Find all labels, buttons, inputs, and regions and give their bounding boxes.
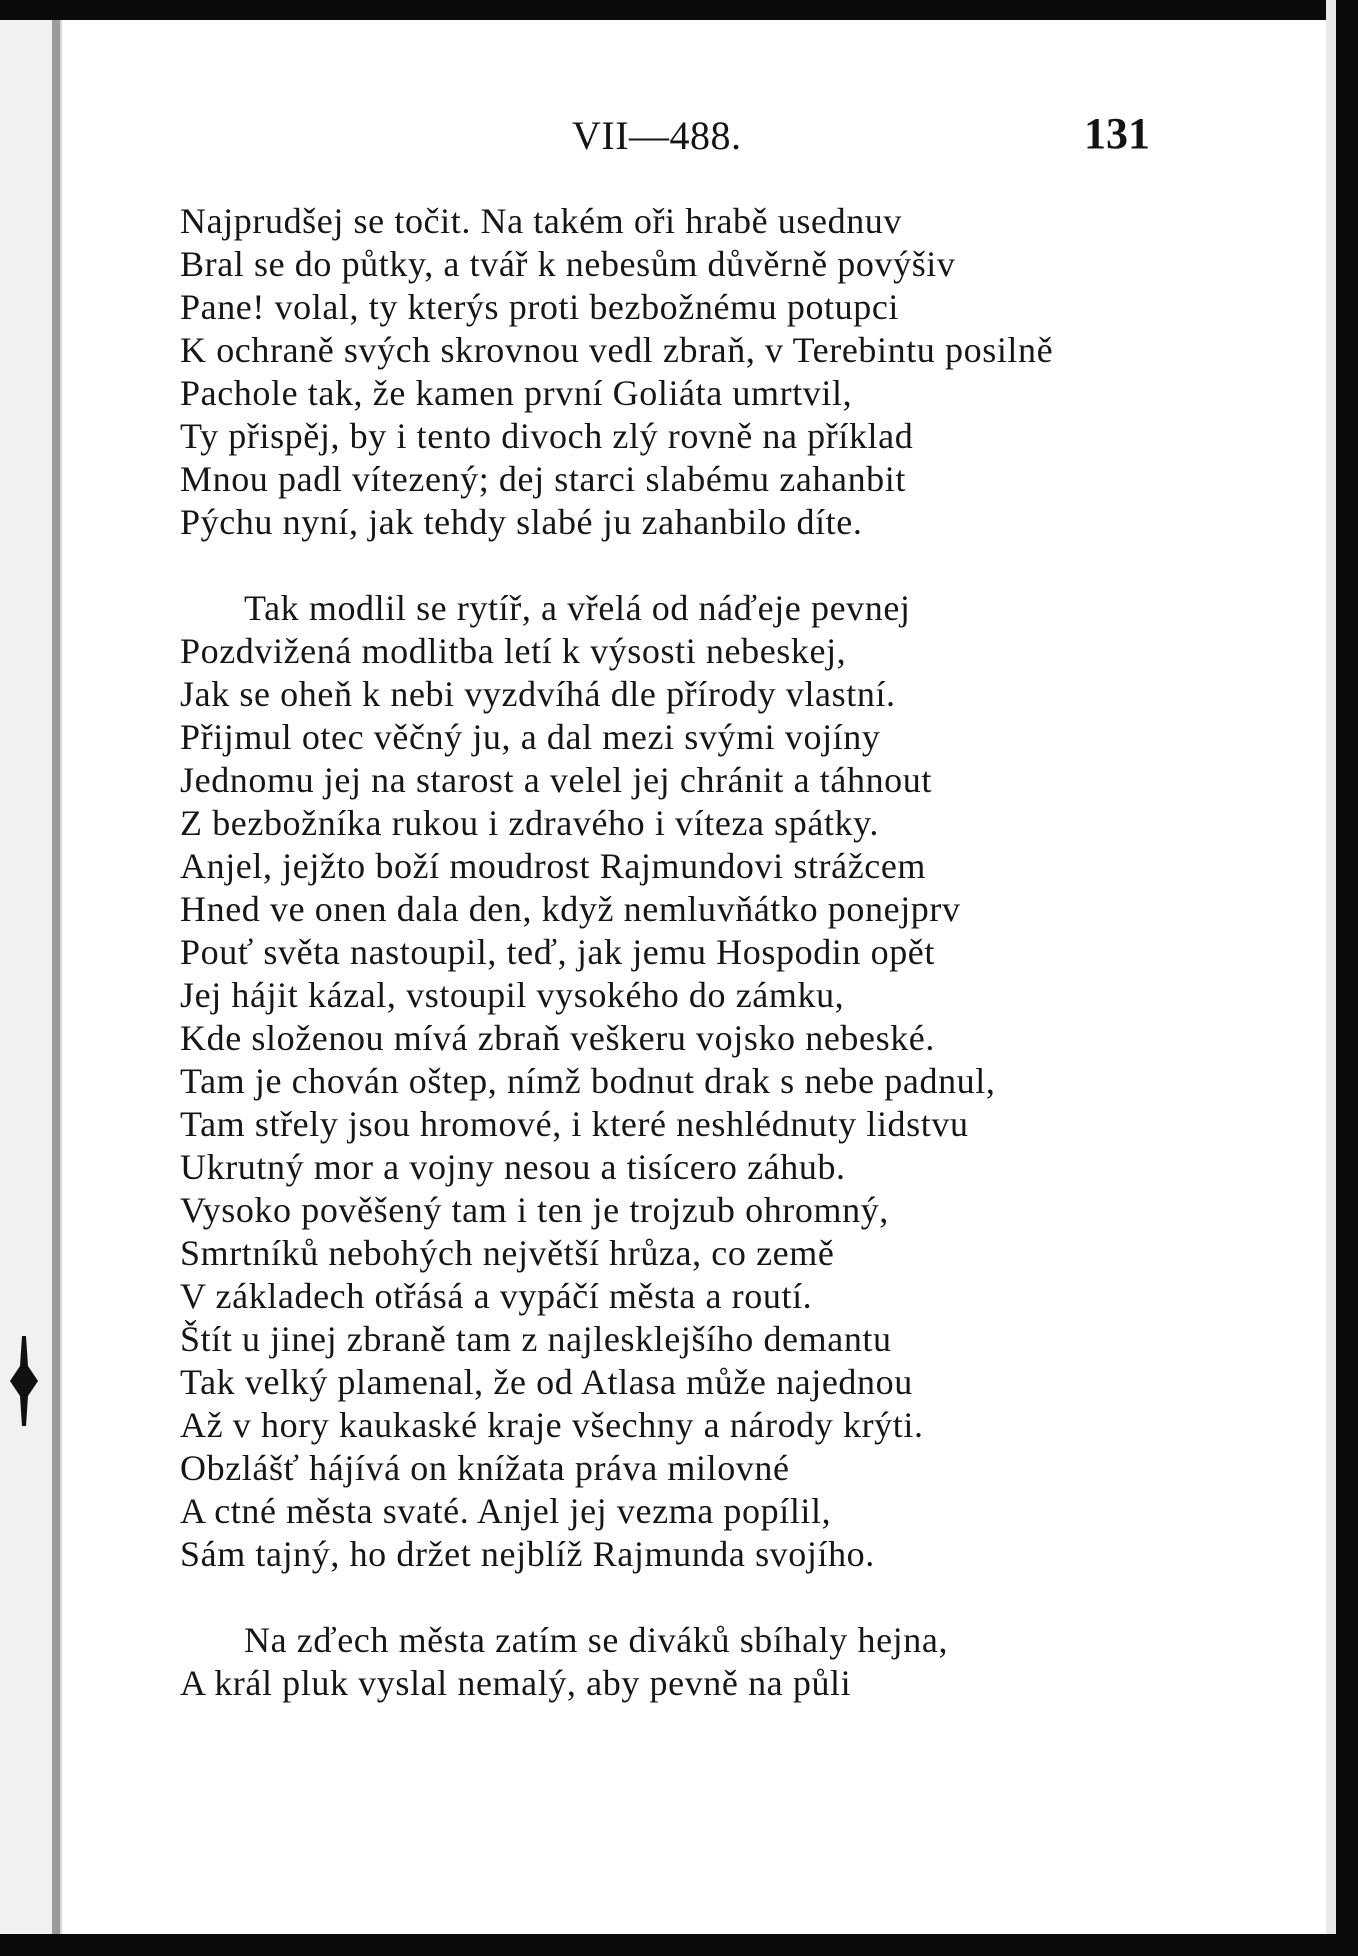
verse-line: Bral se do půtky, a tvář k nebesům důvěrně povýšiv xyxy=(180,244,956,284)
verse-line: Ukrutný mor a vojny nesou a tisícero záhub. xyxy=(180,1147,846,1187)
verse-line: Na zďech města zatím se diváků sbíhaly hejna, xyxy=(244,1620,949,1660)
verse-line: Najprudšej se točit. Na takém oři hrabě usednuv xyxy=(180,201,902,241)
scan-margin-right xyxy=(1326,0,1336,1956)
verse-line: Až v hory kaukaské kraje všechny a národy krýti. xyxy=(180,1405,924,1445)
verse-line: Tam střely jsou hromové, i které neshlédnuty lidstvu xyxy=(180,1104,969,1144)
verse-line: A král pluk vyslal nemalý, aby pevně na půli xyxy=(180,1663,852,1703)
verse-line: Jednomu jej na starost a velel jej chránit a táhnout xyxy=(180,760,932,800)
stanza xyxy=(180,200,1180,544)
stanza xyxy=(180,1619,1180,1705)
verse-line: Jej hájit kázal, vstoupil vysokého do zámku, xyxy=(180,975,845,1015)
page-number: 131 xyxy=(1084,109,1150,158)
verse-line: Obzlášť hájívá on knížata práva milovné xyxy=(180,1448,790,1488)
page-header xyxy=(0,109,1358,172)
verse-line: Pane! volal, ty kterýs proti bezbožnému potupci xyxy=(180,287,900,327)
verse-line: Ty přispěj, by i tento divoch zlý rovně na příklad xyxy=(180,416,914,456)
verse-line: Anjel, jejžto boží moudrost Rajmundovi strážcem xyxy=(180,846,927,886)
signature-mark: VII—488. xyxy=(572,113,742,158)
stanza xyxy=(180,587,1180,1576)
verse-line: Tam je chován oštep, nímž bodnut drak s nebe padnul, xyxy=(180,1061,996,1101)
verse-line: Tak modlil se rytíř, a vřelá od náďeje pevnej xyxy=(244,588,911,628)
verse-line: Přijmul otec věčný ju, a dal mezi svými vojíny xyxy=(180,717,881,757)
verse-line: A ctné města svaté. Anjel jej vezma popílil, xyxy=(180,1491,832,1531)
verse-line: Kde složenou mívá zbraň veškeru vojsko nebeské. xyxy=(180,1018,935,1058)
verse-line: V základech otřásá a vypáčí města a routí. xyxy=(180,1276,813,1316)
verse-line: Vysoko pověšený tam i ten je trojzub ohromný, xyxy=(180,1190,889,1230)
poem-body xyxy=(180,200,1180,1705)
verse-line: Pozdvižená modlitba letí k výsosti nebeskej, xyxy=(180,631,847,671)
page-gutter-shadow xyxy=(52,20,60,1934)
verse-line: Smrtníků nebohých největší hrůza, co země xyxy=(180,1233,835,1273)
scan-border-top xyxy=(0,0,1358,20)
scan-border-bottom xyxy=(0,1934,1358,1956)
scan-border-right xyxy=(1336,0,1358,1956)
verse-line: Mnou padl vítezený; dej starci slabému zahanbit xyxy=(180,459,906,499)
verse-line: K ochraně svých skrovnou vedl zbraň, v Terebintu posilně xyxy=(180,330,1054,370)
verse-line: Štít u jinej zbraně tam z najlesklejšího demantu xyxy=(180,1319,892,1359)
verse-line: Pachole tak, že kamen první Goliáta umrtvil, xyxy=(180,373,853,413)
verse-line: Jak se oheň k nebi vyzdvíhá dle přírody vlastní. xyxy=(180,674,896,714)
verse-line: Pýchu nyní, jak tehdy slabé ju zahanbilo díte. xyxy=(180,502,863,542)
verse-line: Sám tajný, ho držet nejblíž Rajmunda svojího. xyxy=(180,1534,875,1574)
binding-mark-icon xyxy=(4,1336,44,1426)
verse-line: Pouť světa nastoupil, teď, jak jemu Hospodin opět xyxy=(180,932,935,972)
verse-line: Hned ve onen dala den, když nemluvňátko ponejprv xyxy=(180,889,961,929)
verse-line: Z bezbožníka rukou i zdravého i víteza spátky. xyxy=(180,803,880,843)
verse-line: Tak velký plamenal, že od Atlasa může najednou xyxy=(180,1362,913,1402)
